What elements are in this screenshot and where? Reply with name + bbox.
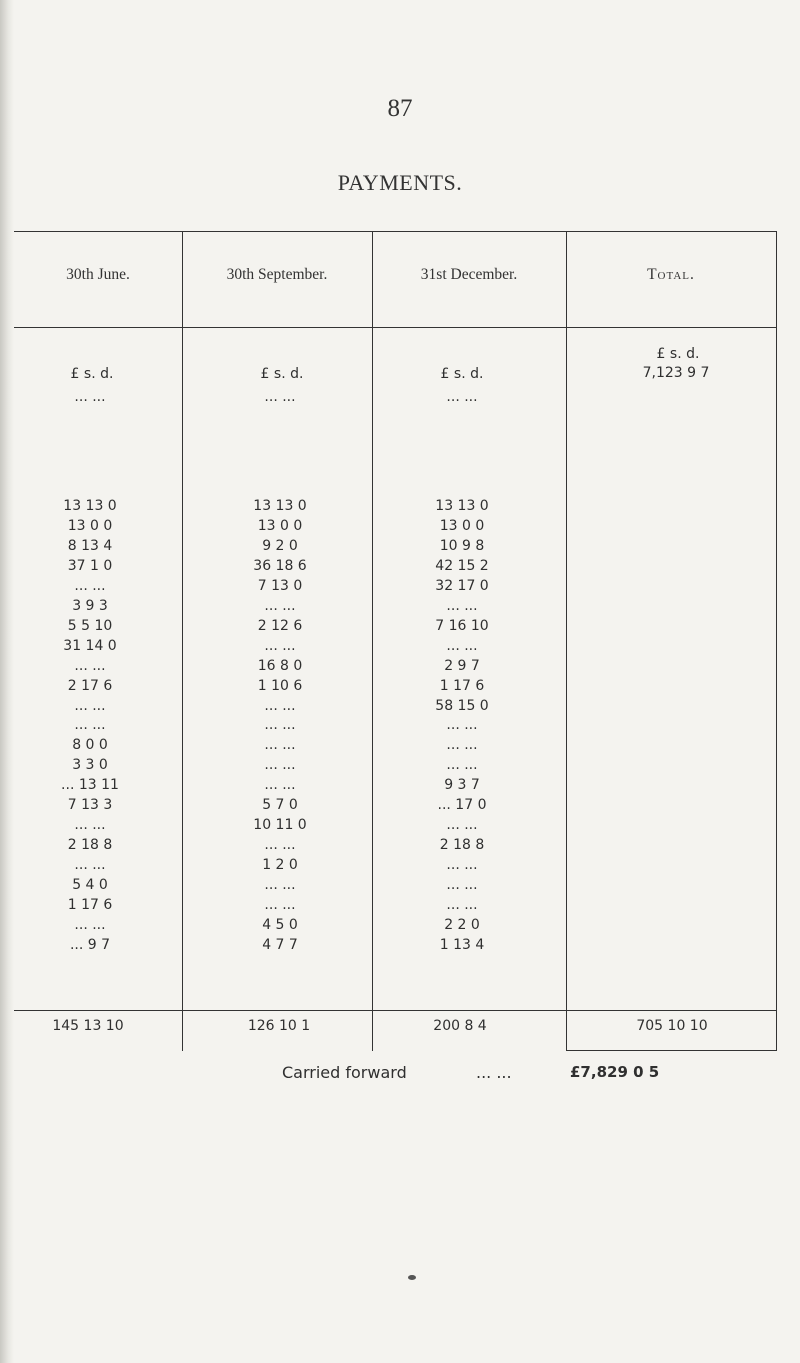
amount-cell-december: ... 17 0	[437, 797, 487, 814]
carried-forward-value: £7,829 0 5	[570, 1063, 660, 1081]
amount-cell-december: ... ...	[446, 817, 478, 834]
amount-cell-june: ... 9 7	[69, 936, 111, 953]
amount-cell-september: 9 2 0	[262, 537, 298, 554]
amount-cell-september: 7 13 0	[257, 577, 303, 594]
amount-cell-september: 13 0 0	[257, 517, 303, 534]
amount-cell-september: 16 8 0	[257, 657, 303, 674]
column-divider-1	[182, 231, 183, 1051]
totals-rule	[14, 1010, 776, 1011]
amount-cell-december: ... ...	[446, 637, 478, 654]
amount-cell-june: ... ...	[74, 857, 106, 874]
amount-cell-december: 42 15 2	[435, 557, 489, 574]
amount-cell-december: ... ...	[446, 717, 478, 734]
amount-cell-june: 5 4 0	[72, 877, 108, 894]
header-total: Total.	[647, 266, 695, 283]
page-spine-shadow	[0, 0, 14, 1363]
total-opening-value: 7,123 9 7	[642, 365, 710, 381]
amount-cell-june: ... ...	[74, 717, 106, 734]
amount-cell-june: ... ...	[74, 697, 106, 714]
amount-cell-september: ... ...	[264, 757, 296, 774]
amount-cell-december: 2 2 0	[444, 916, 480, 933]
amount-cell-december: ... ...	[446, 857, 478, 874]
amount-cell-december: 9 3 7	[444, 777, 480, 794]
total-june: 145 13 10	[52, 1018, 124, 1034]
amount-cell-december: 13 0 0	[439, 517, 485, 534]
amount-cell-june: 3 3 0	[72, 757, 108, 774]
amount-cell-september: ... ...	[264, 717, 296, 734]
amount-cell-june: 8 13 4	[67, 537, 113, 554]
amount-cell-december: 10 9 8	[439, 537, 485, 554]
amount-cell-june: 37 1 0	[67, 557, 113, 574]
amount-cell-september: 1 10 6	[257, 677, 303, 694]
amount-cell-june: ... ...	[74, 577, 106, 594]
amount-cell-september: ... ...	[264, 777, 296, 794]
amount-cell-june: 13 13 0	[63, 498, 117, 514]
amount-cell-december: 32 17 0	[435, 577, 489, 594]
amount-cell-september: ... ...	[264, 897, 296, 913]
amount-cell-september: ... ...	[264, 597, 296, 614]
header-rule	[14, 327, 776, 328]
amount-cell-june: 8 0 0	[72, 737, 108, 754]
amount-cell-june: 31 14 0	[63, 637, 117, 654]
amount-cell-december: ... ...	[446, 597, 478, 614]
total-december: 200 8 4	[433, 1018, 487, 1034]
paper-speck	[408, 1275, 416, 1280]
amount-cell-june: 2 17 6	[67, 677, 113, 694]
blank-entry-december: ... ...	[446, 389, 478, 405]
amount-cell-june: ... ...	[74, 916, 106, 933]
amount-cell-december: 7 16 10	[435, 617, 489, 634]
amount-cell-september: ... ...	[264, 637, 296, 654]
amount-cell-december: ... ...	[446, 897, 478, 913]
amount-cell-december: 58 15 0	[435, 697, 489, 714]
unit-label-june: £ s. d.	[70, 366, 114, 382]
total-september: 126 10 1	[247, 1018, 311, 1034]
amount-cell-december: ... ...	[446, 737, 478, 754]
header-30th-september: 30th September.	[226, 266, 328, 283]
unit-label-total: £ s. d.	[656, 346, 700, 362]
amount-cell-june: ... 13 11	[61, 777, 119, 794]
amount-cell-september: ... ...	[264, 837, 296, 854]
amount-cell-december: 1 13 4	[439, 936, 485, 953]
blank-entry-september: ... ...	[264, 389, 296, 405]
amount-cell-june: ... ...	[74, 657, 106, 674]
amount-cell-december: 2 18 8	[439, 837, 485, 854]
column-divider-3	[566, 231, 567, 1051]
unit-label-september: £ s. d.	[260, 366, 304, 382]
carried-forward-label: Carried forward	[282, 1063, 407, 1082]
amount-cell-june: 5 5 10	[67, 617, 113, 634]
amount-cell-december: 2 9 7	[444, 657, 480, 674]
header-31st-december: 31st December.	[420, 266, 518, 283]
carried-forward-leader: ... ...	[476, 1063, 512, 1082]
table-right-border	[776, 231, 777, 1051]
amount-cell-september: 4 7 7	[262, 936, 298, 953]
amount-cell-september: ... ...	[264, 737, 296, 754]
amount-cell-september: 10 11 0	[253, 817, 307, 834]
amount-cell-september: 4 5 0	[262, 916, 298, 933]
page-title: PAYMENTS.	[337, 170, 463, 195]
amount-cell-june: 1 17 6	[67, 897, 113, 913]
amount-cell-june: 2 18 8	[67, 837, 113, 854]
amount-cell-september: 13 13 0	[253, 498, 307, 514]
amount-cell-september: 5 7 0	[262, 797, 298, 814]
amount-cell-september: 1 2 0	[262, 857, 298, 874]
amount-cell-september: ... ...	[264, 877, 296, 894]
amount-cell-june: ... ...	[74, 817, 106, 834]
total-grand: 705 10 10	[636, 1018, 708, 1034]
header-30th-june: 30th June.	[66, 266, 130, 283]
amount-cell-june: 7 13 3	[67, 797, 113, 814]
amount-cell-september: 2 12 6	[257, 617, 303, 634]
amount-cell-december: 13 13 0	[435, 498, 489, 514]
amount-cell-september: 36 18 6	[253, 557, 307, 574]
amount-cell-december: ... ...	[446, 877, 478, 894]
column-divider-2	[372, 231, 373, 1051]
page-number: 87	[387, 95, 413, 122]
unit-label-december: £ s. d.	[440, 366, 484, 382]
amount-cell-june: 13 0 0	[67, 517, 113, 534]
amount-cell-december: 1 17 6	[439, 677, 485, 694]
blank-entry-june: ... ...	[74, 389, 106, 405]
amount-cell-june: 3 9 3	[72, 597, 108, 614]
amount-cell-september: ... ...	[264, 697, 296, 714]
total-column-bottom-rule	[566, 1050, 776, 1051]
amount-cell-december: ... ...	[446, 757, 478, 774]
table-top-rule	[14, 231, 776, 232]
